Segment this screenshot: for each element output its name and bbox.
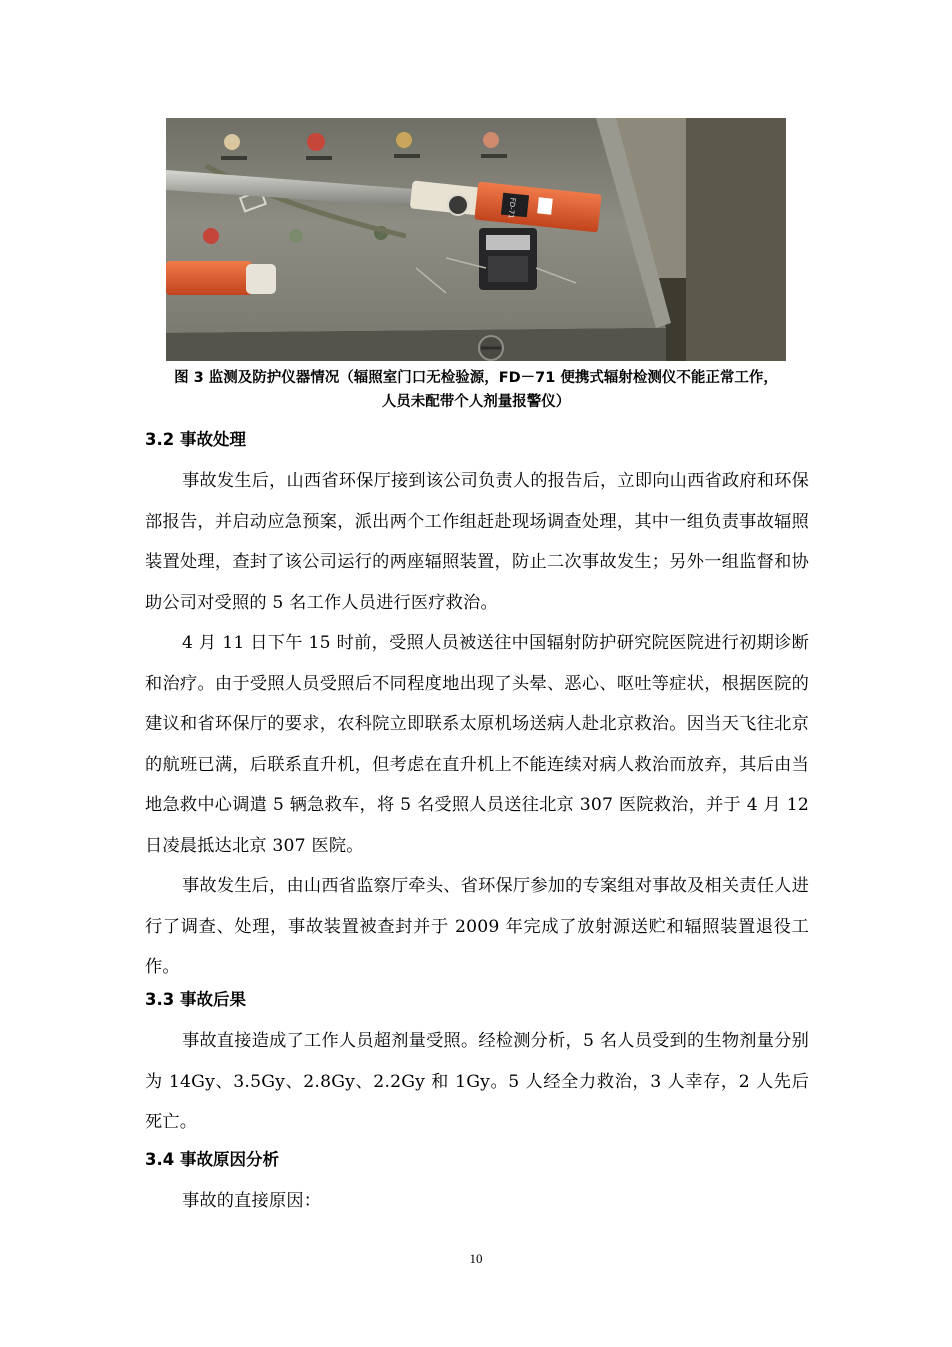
personal-dosimeter (479, 228, 537, 290)
caption-line-2: 人员未配带个人剂量报警仪） (381, 394, 571, 410)
figure-caption (140, 366, 812, 414)
paragraph: 4 月 11 日下午 15 时前，受照人员被送往中国辐射防护研究院医院进行初期诊断和治疗。由于受照人员受照后不同程度地出现了头晕、恶心、呕吐等症状，根据医院的建议和省环保厅的要求，农科院立即联系太原机场送病人赴北京救治。因当天飞往北京的航班已满，后联系直升机，但考虑在直升机上不能连续对病人救治而放弃，其后由当地急救中心调遣 5 辆急救车，将 5 名受照人员送往北京 307 医院救治，并于 4 月 12 日凌晨抵达北京 307 医院。 (145, 633, 809, 856)
figure-photo (166, 118, 786, 361)
paragraph: 事故发生后，山西省环保厅接到该公司负责人的报告后，立即向山西省政府和环保部报告，并启动应急预案，派出两个工作组赶赴现场调查处理，其中一组负责事故辐照装置处理，查封了该公司运行的两座辐照装置，防止二次事故发生；另外一组监督和协助公司对受照的 5 名工作人员进行医疗救治。 (145, 471, 809, 613)
paragraph: 事故的直接原因： (182, 1191, 322, 1211)
section-heading-3-3: 3.3 事故后果 (145, 990, 246, 1009)
paragraph: 事故发生后，由山西省监察厅牵头、省环保厅参加的专案组对事故及相关责任人进行了调查、处理，事故装置被查封并于 2009 年完成了放射源送贮和辐照装置退役工作。 (145, 876, 809, 978)
paragraph: 事故直接造成了工作人员超剂量受照。经检测分析，5 名人员受到的生物剂量分别为 14Gy、3.5Gy、2.8Gy、2.2Gy 和 1Gy。5 人经全力救治，3 人幸存，2 人先后死亡。 (145, 1031, 809, 1133)
monitoring-instruments-photo (166, 118, 786, 361)
orange-instrument-left (166, 261, 276, 295)
caption-line-1: 图 3 监测及防护仪器情况（辐照室门口无检验源，FD－71 便携式辐射检测仪不能正常工作， (174, 370, 778, 386)
device-label: FD-71 (506, 197, 517, 219)
page-number: 10 (469, 1251, 483, 1266)
section-heading-3-2: 3.2 事故处理 (145, 430, 246, 449)
section-heading-3-4: 3.4 事故原因分析 (145, 1150, 279, 1169)
